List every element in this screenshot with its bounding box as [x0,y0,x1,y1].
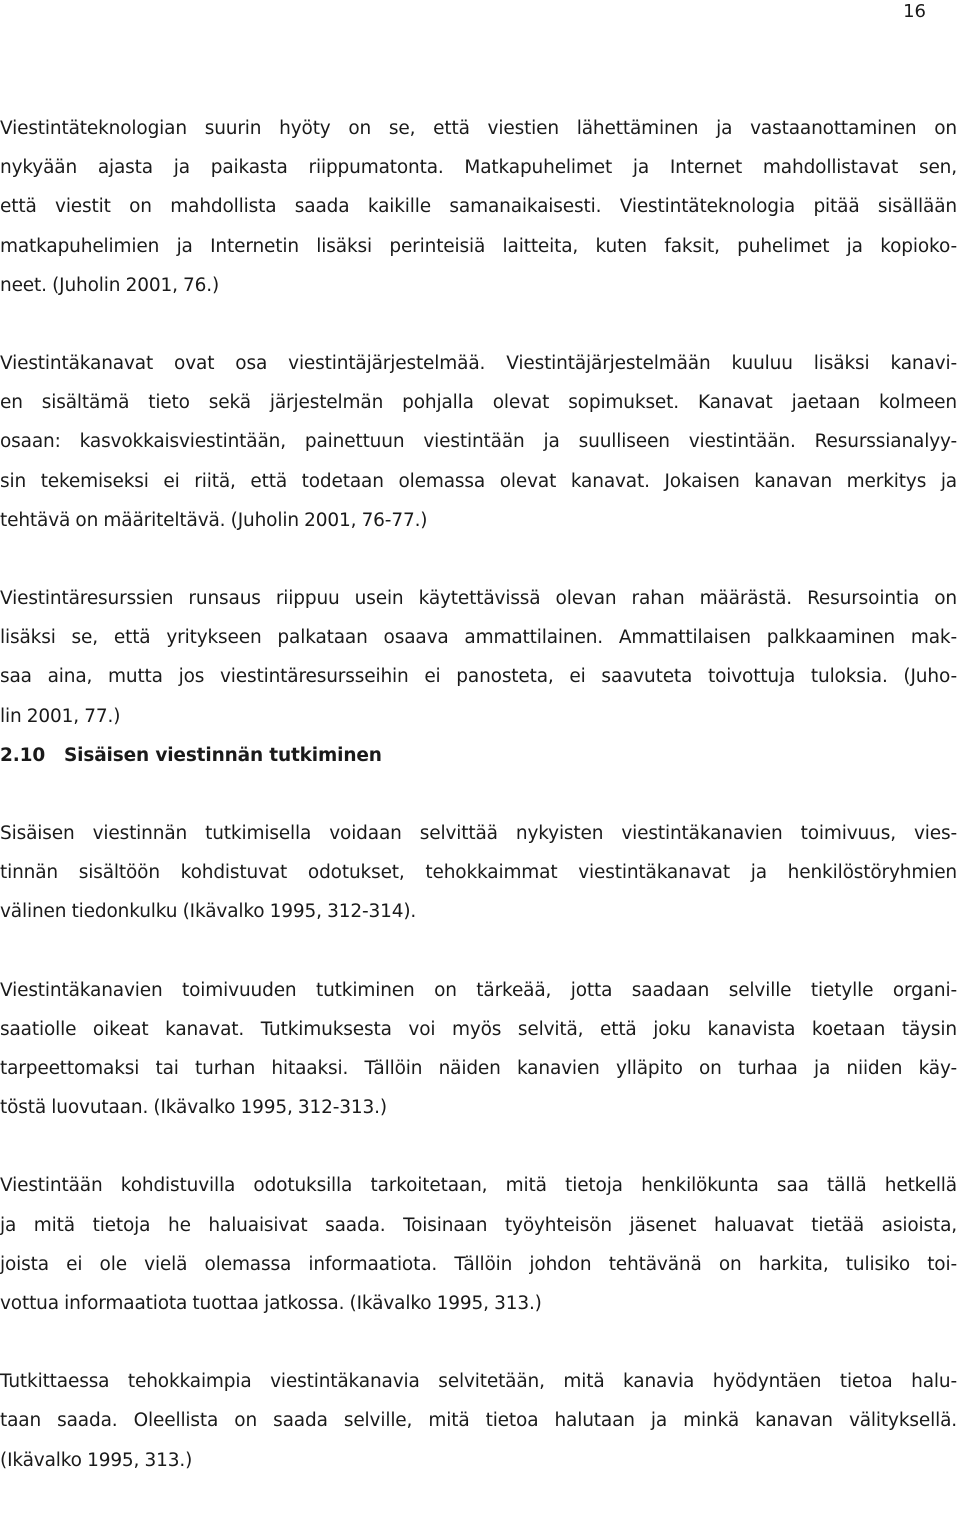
text-line: lin 2001, 77.) [0,705,121,727]
paragraph-internal-research [0,814,957,932]
paragraph-resources [0,579,957,736]
text-line: tehtävä on määriteltävä. (Juholin 2001, 76-77.) [0,509,428,531]
text-line: Tutkittaessa tehokkaimpia viestintäkanavia selvitetään, mitä kanavia hyödyntäen tietoa halu- [0,1371,957,1393]
text-line: neet. (Juholin 2001, 76.) [0,274,220,296]
text-line: osaan: kasvokkaisviestintään, painettuun viestintään ja suulliseen viestintään. Resurssianalyy- [0,431,957,453]
text-line: vottua informaatiota tuottaa jatkossa. (Ikävalko 1995, 313.) [0,1293,542,1315]
text-line: en sisältämä tieto sekä järjestelmän pohjalla olevat sopimukset. Kanavat jaetaan kolmeen [0,392,957,414]
text-line: Viestintäkanavien toimivuuden tutkiminen on tärkeää, jotta saadaan selville tietylle organi- [0,979,957,1001]
text-line: saatiolle oikeat kanavat. Tutkimuksesta voi myös selvitä, että joku kanavista koetaan täysin [0,1018,957,1040]
text-line: ja mitä tietoja he haluaisivat saada. Toisinaan työyhteisön jäsenet haluavat tietää asioista, [0,1214,957,1236]
paragraph-technology [0,109,957,305]
text-line: lisäksi se, että yritykseen palkataan osaava ammattilainen. Ammattilaisen palkkaaminen mak- [0,627,957,649]
text-line: välinen tiedonkulku (Ikävalko 1995, 312-314). [0,901,417,923]
section-title: Sisäisen viestinnän tutkiminen [64,744,382,766]
text-line: saa aina, mutta jos viestintäresursseihin ei panosteta, ei saavuteta toivottuja tuloksia. (Juho- [0,666,957,688]
text-line: Viestintäresurssien runsaus riippuu usein käytettävissä olevan rahan määrästä. Resursointia on [0,588,957,610]
text-line: sin tekemiseksi ei riitä, että todetaan olemassa olevat kanavat. Jokaisen kanavan merkitys ja [0,470,957,492]
text-line: Viestintään kohdistuvilla odotuksilla tarkoitetaan, mitä tietoja henkilökunta saa tällä hetkellä [0,1175,957,1197]
text-line: nykyään ajasta ja paikasta riippumatonta. Matkapuhelimet ja Internet mahdollistavat sen, [0,157,957,179]
text-line: taan saada. Oleellista on saada selville, mitä tietoa halutaan ja minkä kanavan välityksellä. [0,1410,957,1432]
text-line: tarpeettomaksi tai turhan hitaaksi. Tällöin näiden kanavien ylläpito on turhaa ja niiden käy- [0,1058,957,1080]
text-line: Sisäisen viestinnän tutkimisella voidaan selvittää nykyisten viestintäkanavien toimivuus, vies- [0,823,957,845]
paragraph-channels [0,344,957,540]
text-line: tinnän sisältöön kohdistuvat odotukset, tehokkaimmat viestintäkanavat ja henkilöstöryhmien [0,862,957,884]
paragraph-efficient-channels [0,1362,957,1480]
text-line: Viestintäteknologian suurin hyöty on se, että viestien lähettäminen ja vastaanottaminen on [0,118,957,139]
section-number: 2.10 [0,744,46,766]
document-body [0,109,957,1480]
text-line: että viestit on mahdollista saada kaikille samanaikaisesti. Viestintäteknologia pitää sisällään [0,196,957,218]
section-heading [0,736,957,775]
text-line: matkapuhelimien ja Internetin lisäksi perinteisiä laitteita, kuten faksit, puhelimet ja kopioko- [0,235,957,257]
text-line: joista ei ole vielä olemassa informaatiota. Tällöin johdon tehtävänä on harkita, tulisiko toi- [0,1253,957,1275]
paragraph-channel-functionality [0,971,957,1128]
text-line: Viestintäkanavat ovat osa viestintäjärjestelmää. Viestintäjärjestelmään kuuluu lisäksi kanavi- [0,353,957,375]
page-number: 16 [903,1,926,22]
text-line: töstä luovutaan. (Ikävalko 1995, 312-313.) [0,1097,387,1119]
text-line: (Ikävalko 1995, 313.) [0,1449,193,1471]
paragraph-expectations [0,1166,957,1323]
